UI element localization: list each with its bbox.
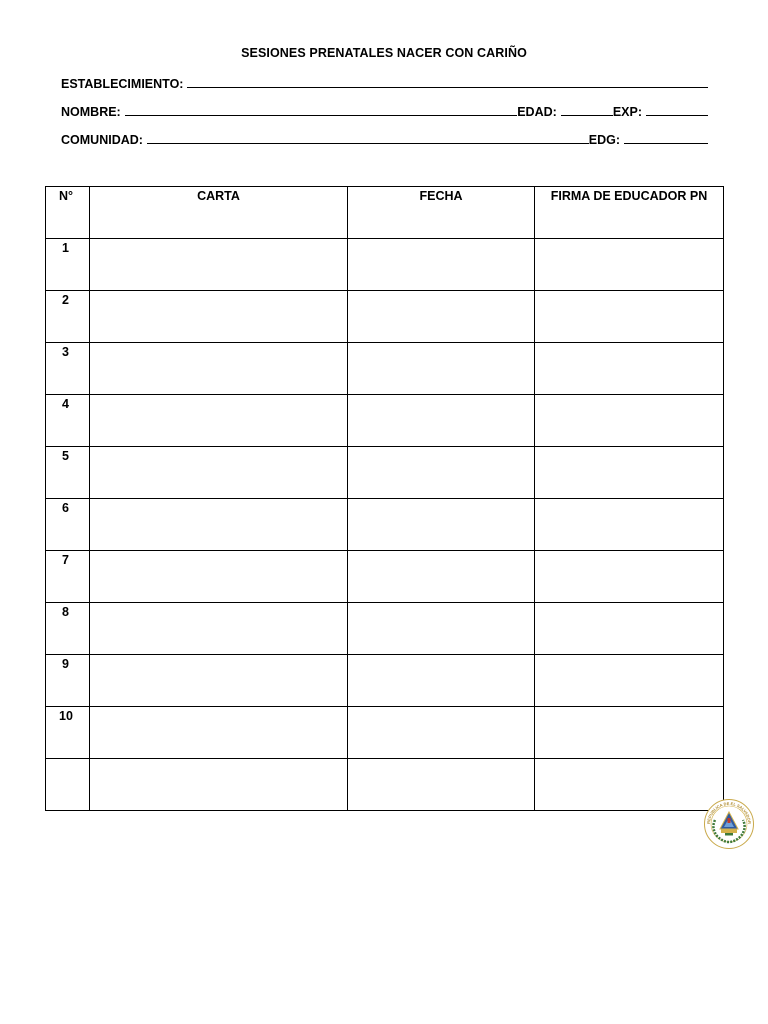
header-number: N° [46,187,90,239]
carta-cell[interactable] [90,759,348,811]
fecha-cell[interactable] [348,707,535,759]
edad-label: EDAD: [517,105,557,119]
document-title: SESIONES PRENATALES NACER CON CARIÑO [241,46,527,60]
edad-field[interactable] [561,115,613,116]
fecha-cell[interactable] [348,551,535,603]
firma-cell[interactable] [535,707,724,759]
table-row [46,655,724,707]
comunidad-field[interactable] [147,143,589,144]
firma-cell[interactable] [535,239,724,291]
row-number: 2 [46,291,90,343]
row-number: 10 [46,707,90,759]
table-row [46,239,724,291]
table-header-row [46,187,724,239]
svg-text:REPUBLICA DE EL SALVADOR: REPUBLICA DE EL SALVADOR [705,800,753,825]
table-row [46,447,724,499]
fecha-cell[interactable] [348,447,535,499]
carta-cell[interactable] [90,707,348,759]
sessions-table [45,186,724,811]
table-row [46,603,724,655]
carta-cell[interactable] [90,655,348,707]
firma-cell[interactable] [535,655,724,707]
table-row [46,343,724,395]
firma-cell[interactable] [535,603,724,655]
carta-cell[interactable] [90,447,348,499]
fecha-cell[interactable] [348,291,535,343]
comunidad-row [61,129,708,147]
carta-cell[interactable] [90,551,348,603]
fecha-cell[interactable] [348,603,535,655]
fecha-cell[interactable] [348,343,535,395]
edg-field[interactable] [624,143,708,144]
nombre-row [61,101,708,119]
table-row [46,707,724,759]
fecha-cell[interactable] [348,655,535,707]
nombre-label: NOMBRE: [61,105,121,119]
fecha-cell[interactable] [348,759,535,811]
header-fecha: FECHA [348,187,535,239]
table-row [46,291,724,343]
nombre-field[interactable] [125,115,518,116]
row-number: 9 [46,655,90,707]
firma-cell[interactable] [535,447,724,499]
table-row [46,759,724,811]
row-number: 1 [46,239,90,291]
exp-label: EXP: [612,105,642,119]
establecimiento-field[interactable] [187,87,708,88]
header-carta: CARTA [90,187,348,239]
firma-cell[interactable] [535,759,724,811]
comunidad-label: COMUNIDAD: [61,133,143,147]
row-number: 6 [46,499,90,551]
row-number [46,759,90,811]
firma-cell[interactable] [535,343,724,395]
carta-cell[interactable] [90,499,348,551]
national-coat-of-arms-seal-icon [703,798,755,850]
carta-cell[interactable] [90,291,348,343]
establecimiento-label: ESTABLECIMIENTO: [61,77,184,91]
fecha-cell[interactable] [348,239,535,291]
row-number: 4 [46,395,90,447]
edg-label: EDG: [588,133,620,147]
carta-cell[interactable] [90,603,348,655]
carta-cell[interactable] [90,395,348,447]
table-row [46,395,724,447]
carta-cell[interactable] [90,343,348,395]
establecimiento-row [61,73,708,91]
table-row [46,551,724,603]
header-firma: FIRMA DE EDUCADOR PN [535,187,724,239]
table-row [46,499,724,551]
row-number: 3 [46,343,90,395]
firma-cell[interactable] [535,499,724,551]
carta-cell[interactable] [90,239,348,291]
firma-cell[interactable] [535,395,724,447]
row-number: 7 [46,551,90,603]
fecha-cell[interactable] [348,395,535,447]
firma-cell[interactable] [535,291,724,343]
firma-cell[interactable] [535,551,724,603]
row-number: 5 [46,447,90,499]
fecha-cell[interactable] [348,499,535,551]
exp-field[interactable] [646,115,708,116]
row-number: 8 [46,603,90,655]
